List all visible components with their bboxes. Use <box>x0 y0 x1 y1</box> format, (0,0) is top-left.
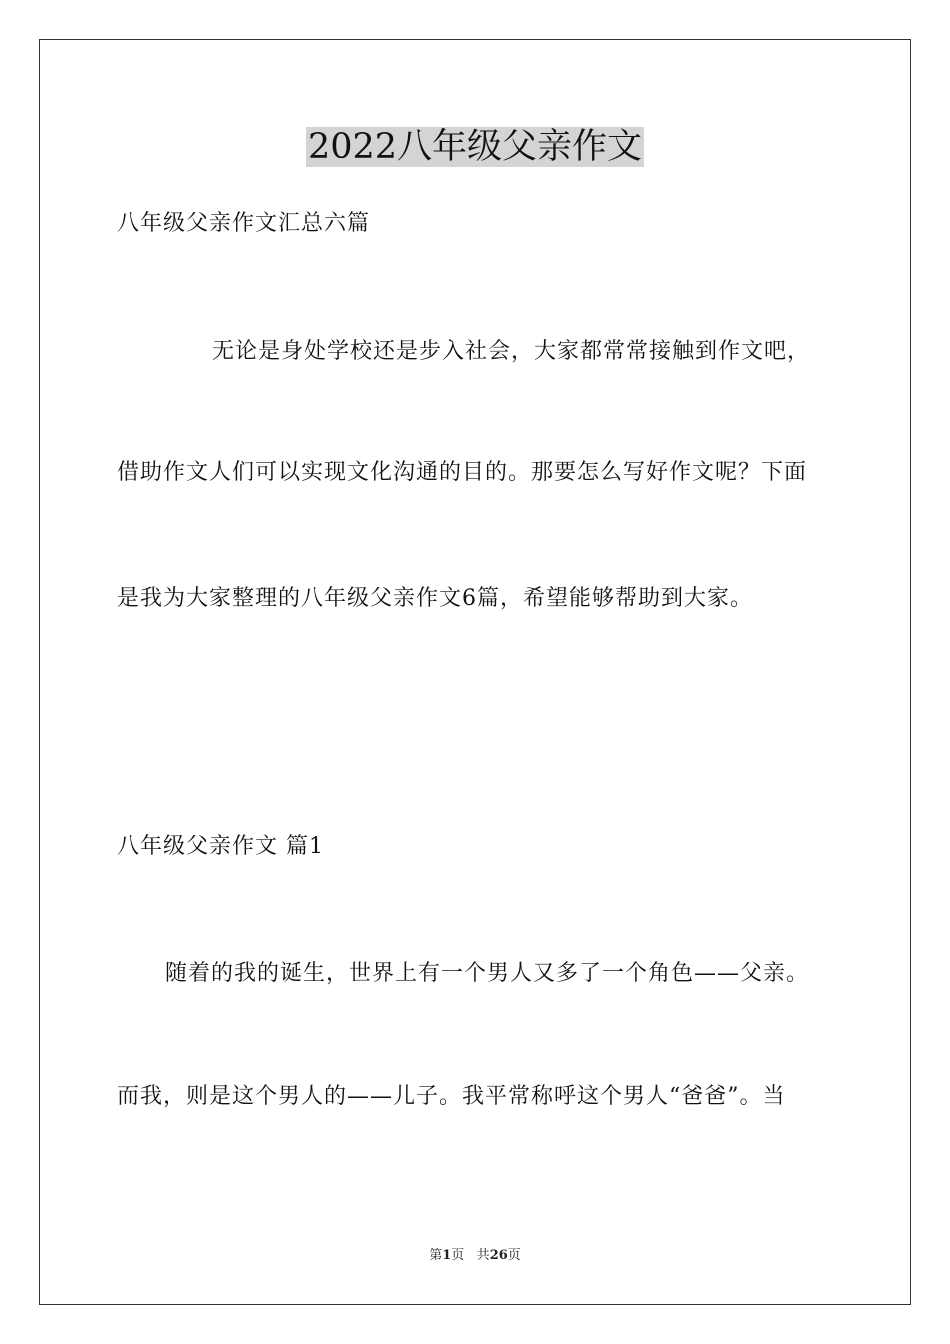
page-number: 1 <box>442 1248 452 1263</box>
intro-line-1: 无论是身处学校还是步入社会，大家都常常接触到作文吧， <box>212 339 811 364</box>
body-line-2: 而我，则是这个男人的——儿子。我平常称呼这个男人“爸爸”。当 <box>117 1084 786 1109</box>
document-title <box>0 124 950 170</box>
page-suffix: 页 <box>451 1248 465 1263</box>
intro-line-2: 借助作文人们可以实现文化沟通的目的。那要怎么写好作文呢？下面 <box>117 460 808 485</box>
page-prefix: 第 <box>429 1248 443 1263</box>
document-title-text: 2022八年级父亲作文 <box>307 127 643 167</box>
total-suffix: 页 <box>507 1248 521 1263</box>
page-footer <box>0 1247 950 1265</box>
total-pages: 26 <box>489 1248 508 1263</box>
total-prefix: 共 <box>476 1248 490 1263</box>
section-heading: 八年级父亲作文 篇1 <box>117 834 324 859</box>
intro-line-3: 是我为大家整理的八年级父亲作文6篇，希望能够帮助到大家。 <box>117 586 753 611</box>
subtitle: 八年级父亲作文汇总六篇 <box>117 211 371 236</box>
body-line-1: 随着的我的诞生，世界上有一个男人又多了一个角色——父亲。 <box>165 961 810 986</box>
